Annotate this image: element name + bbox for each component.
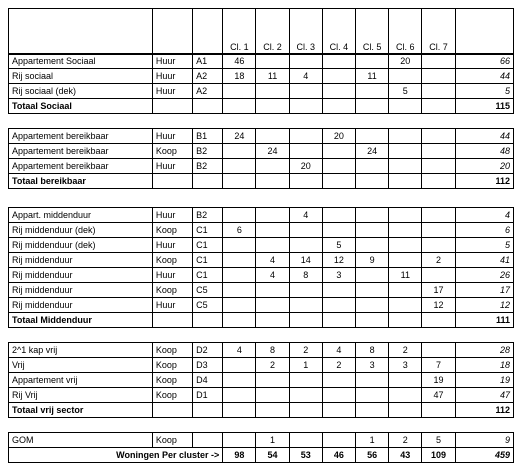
table-row <box>9 159 514 174</box>
grand-total-row <box>9 448 514 463</box>
cluster-total: 109 <box>422 448 455 463</box>
cluster-cell <box>422 144 455 159</box>
empty-cell <box>193 174 223 189</box>
cluster-cell: 24 <box>356 144 389 159</box>
code-cell: C1 <box>193 238 223 253</box>
table-row <box>9 343 514 358</box>
cluster-header: Cl. 3 <box>289 9 322 55</box>
section-total-row <box>9 313 514 328</box>
summary-table <box>8 432 514 463</box>
cluster-cell <box>289 54 322 69</box>
row-label: 2^1 kap vrij <box>9 343 153 358</box>
cluster-cell: 2 <box>256 358 289 373</box>
tenure-cell: Huur <box>152 208 192 223</box>
cluster-cell <box>389 373 422 388</box>
empty-cell <box>422 99 455 114</box>
cluster-total: 53 <box>289 448 322 463</box>
code-cell: C1 <box>193 223 223 238</box>
section-total-value: 112 <box>455 403 513 418</box>
cluster-cell <box>356 54 389 69</box>
tenure-cell: Koop <box>152 253 192 268</box>
section-total-value: 112 <box>455 174 513 189</box>
cluster-cell <box>356 129 389 144</box>
empty-header-cell <box>152 9 192 55</box>
empty-cell <box>356 403 389 418</box>
cluster-cell <box>223 283 256 298</box>
row-label: Rij middenduur <box>9 283 153 298</box>
row-total: 17 <box>455 283 513 298</box>
section-total-value: 115 <box>455 99 513 114</box>
cluster-header: Cl. 1 <box>223 9 256 55</box>
empty-cell <box>322 313 355 328</box>
cluster-cell <box>389 298 422 313</box>
section-total-label: Totaal bereikbaar <box>9 174 153 189</box>
cluster-cell: 9 <box>356 253 389 268</box>
cluster-cell <box>422 208 455 223</box>
row-total: 5 <box>455 238 513 253</box>
cluster-cell <box>389 388 422 403</box>
cluster-cell: 8 <box>289 268 322 283</box>
row-total: 18 <box>455 358 513 373</box>
cluster-cell <box>356 388 389 403</box>
cluster-cell <box>223 253 256 268</box>
table-row <box>9 283 514 298</box>
row-label: Appartement bereikbaar <box>9 159 153 174</box>
cluster-cell: 4 <box>256 253 289 268</box>
cluster-cell <box>422 268 455 283</box>
cluster-cell: 12 <box>422 298 455 313</box>
tenure-cell: Huur <box>152 129 192 144</box>
cluster-cell: 18 <box>223 69 256 84</box>
empty-cell <box>193 313 223 328</box>
section-total-row <box>9 403 514 418</box>
row-total: 66 <box>455 54 513 69</box>
cluster-cell <box>289 433 322 448</box>
cluster-cell <box>256 238 289 253</box>
row-total: 44 <box>455 69 513 84</box>
code-cell: C5 <box>193 283 223 298</box>
row-label: Rij middenduur <box>9 253 153 268</box>
empty-cell <box>289 174 322 189</box>
cluster-cell <box>422 223 455 238</box>
cluster-cell <box>356 223 389 238</box>
cluster-cell: 20 <box>322 129 355 144</box>
row-label: Rij Vrij <box>9 388 153 403</box>
row-label: Rij sociaal (dek) <box>9 84 153 99</box>
cluster-cell: 4 <box>289 69 322 84</box>
row-label: Rij middenduur <box>9 298 153 313</box>
section-table <box>8 128 514 189</box>
cluster-cell: 17 <box>422 283 455 298</box>
cluster-cell <box>322 84 355 99</box>
cluster-cell: 3 <box>356 358 389 373</box>
tenure-cell: Koop <box>152 358 192 373</box>
tenure-cell: Koop <box>152 144 192 159</box>
cluster-total: 56 <box>356 448 389 463</box>
empty-cell <box>356 313 389 328</box>
empty-cell <box>256 313 289 328</box>
empty-header-cell <box>9 9 153 55</box>
cluster-cell <box>322 159 355 174</box>
cluster-cell: 2 <box>322 358 355 373</box>
row-label: Appartement bereikbaar <box>9 129 153 144</box>
empty-cell <box>223 174 256 189</box>
row-total: 44 <box>455 129 513 144</box>
header-row <box>9 9 514 55</box>
row-total: 48 <box>455 144 513 159</box>
tenure-cell: Huur <box>152 268 192 283</box>
cluster-cell: 1 <box>356 433 389 448</box>
row-label: Rij middenduur (dek) <box>9 238 153 253</box>
tenure-cell: Koop <box>152 433 192 448</box>
table-row <box>9 208 514 223</box>
code-cell: B2 <box>193 208 223 223</box>
cluster-cell <box>356 268 389 283</box>
cluster-cell <box>289 223 322 238</box>
table-row <box>9 129 514 144</box>
cluster-cell: 2 <box>389 343 422 358</box>
row-total: 28 <box>455 343 513 358</box>
cluster-cell <box>389 129 422 144</box>
cluster-header: Cl. 5 <box>356 9 389 55</box>
cluster-cell <box>356 159 389 174</box>
cluster-cell <box>223 208 256 223</box>
row-label: GOM <box>9 433 153 448</box>
tenure-cell: Huur <box>152 298 192 313</box>
cluster-cell: 1 <box>289 358 322 373</box>
cluster-cell: 2 <box>289 343 322 358</box>
cluster-cell <box>322 54 355 69</box>
code-cell: C1 <box>193 253 223 268</box>
table-row <box>9 84 514 99</box>
tenure-cell: Huur <box>152 54 192 69</box>
cluster-cell <box>322 283 355 298</box>
tenure-cell: Koop <box>152 223 192 238</box>
cluster-cell: 8 <box>356 343 389 358</box>
tenure-cell: Koop <box>152 343 192 358</box>
code-cell: A2 <box>193 84 223 99</box>
cluster-cell: 24 <box>256 144 289 159</box>
empty-cell <box>389 174 422 189</box>
row-total: 5 <box>455 84 513 99</box>
empty-cell <box>152 313 192 328</box>
cluster-cell: 4 <box>256 268 289 283</box>
section-table <box>8 53 514 114</box>
cluster-cell <box>356 238 389 253</box>
row-label: Rij middenduur <box>9 268 153 283</box>
row-label: Appartement vrij <box>9 373 153 388</box>
code-cell: B2 <box>193 159 223 174</box>
cluster-cell <box>256 84 289 99</box>
cluster-cell <box>289 298 322 313</box>
cluster-cell <box>322 433 355 448</box>
cluster-cell: 6 <box>223 223 256 238</box>
cluster-cell <box>422 69 455 84</box>
empty-cell <box>389 313 422 328</box>
cluster-cell: 7 <box>422 358 455 373</box>
tenure-cell: Huur <box>152 69 192 84</box>
cluster-header: Cl. 4 <box>322 9 355 55</box>
table-row <box>9 298 514 313</box>
code-cell: D2 <box>193 343 223 358</box>
cluster-cell <box>356 298 389 313</box>
cluster-cell <box>256 159 289 174</box>
empty-cell <box>152 174 192 189</box>
empty-cell <box>389 99 422 114</box>
cluster-cell: 4 <box>289 208 322 223</box>
cluster-cell: 4 <box>322 343 355 358</box>
cluster-cell: 20 <box>289 159 322 174</box>
tenure-cell: Huur <box>152 84 192 99</box>
empty-cell <box>322 174 355 189</box>
cluster-cell <box>422 343 455 358</box>
cluster-cell <box>356 373 389 388</box>
cluster-cell <box>389 159 422 174</box>
cluster-total: 43 <box>389 448 422 463</box>
cluster-cell <box>256 283 289 298</box>
cluster-cell <box>256 298 289 313</box>
row-label: Appartement Sociaal <box>9 54 153 69</box>
row-total: 41 <box>455 253 513 268</box>
row-total: 6 <box>455 223 513 238</box>
empty-cell <box>193 403 223 418</box>
code-cell: B1 <box>193 129 223 144</box>
table-row <box>9 238 514 253</box>
section-total-label: Totaal vrij sector <box>9 403 153 418</box>
code-cell <box>193 433 223 448</box>
cluster-cell <box>356 283 389 298</box>
cluster-cell <box>223 373 256 388</box>
row-total: 20 <box>455 159 513 174</box>
table-row <box>9 223 514 238</box>
cluster-cell <box>223 144 256 159</box>
empty-cell <box>193 99 223 114</box>
empty-cell <box>256 99 289 114</box>
cluster-cell <box>422 54 455 69</box>
cluster-cell: 8 <box>256 343 289 358</box>
cluster-header: Cl. 6 <box>389 9 422 55</box>
cluster-cell <box>223 388 256 403</box>
tenure-cell: Huur <box>152 238 192 253</box>
cluster-cell <box>289 373 322 388</box>
cluster-cell <box>223 268 256 283</box>
code-cell: D1 <box>193 388 223 403</box>
cluster-cell <box>322 373 355 388</box>
cluster-cell <box>389 223 422 238</box>
cluster-cell: 20 <box>389 54 422 69</box>
row-total: 19 <box>455 373 513 388</box>
row-total: 12 <box>455 298 513 313</box>
cluster-cell <box>389 283 422 298</box>
row-total: 26 <box>455 268 513 283</box>
cluster-cell: 2 <box>422 253 455 268</box>
cluster-cell <box>256 54 289 69</box>
empty-cell <box>389 403 422 418</box>
cluster-cell <box>289 238 322 253</box>
empty-cell <box>289 99 322 114</box>
row-label: Appartement bereikbaar <box>9 144 153 159</box>
table-row <box>9 373 514 388</box>
code-cell: C5 <box>193 298 223 313</box>
empty-cell <box>322 403 355 418</box>
cluster-cell <box>422 159 455 174</box>
cluster-cell: 14 <box>289 253 322 268</box>
table-row <box>9 433 514 448</box>
cluster-cell <box>289 283 322 298</box>
empty-cell <box>289 403 322 418</box>
cluster-cell: 3 <box>389 358 422 373</box>
empty-cell <box>322 99 355 114</box>
cluster-cell: 5 <box>422 433 455 448</box>
cluster-cell <box>289 388 322 403</box>
cluster-cell <box>256 373 289 388</box>
code-cell: B2 <box>193 144 223 159</box>
section-total-label: Totaal Middenduur <box>9 313 153 328</box>
empty-header-cell <box>455 9 513 55</box>
cluster-cell <box>322 144 355 159</box>
cluster-cell <box>322 388 355 403</box>
code-cell: A1 <box>193 54 223 69</box>
empty-cell <box>152 403 192 418</box>
cluster-cell <box>389 253 422 268</box>
empty-cell <box>152 99 192 114</box>
cluster-cell <box>289 84 322 99</box>
table-row <box>9 253 514 268</box>
cluster-cell: 4 <box>223 343 256 358</box>
empty-cell <box>223 313 256 328</box>
section-total-row <box>9 174 514 189</box>
cluster-cell: 11 <box>256 69 289 84</box>
section-total-value: 111 <box>455 313 513 328</box>
cluster-cell <box>256 388 289 403</box>
row-total: 4 <box>455 208 513 223</box>
empty-cell <box>422 174 455 189</box>
row-total: 9 <box>455 433 513 448</box>
grand-total-value: 459 <box>455 448 513 463</box>
cluster-cell <box>322 223 355 238</box>
section-total-row <box>9 99 514 114</box>
empty-cell <box>256 174 289 189</box>
row-total: 47 <box>455 388 513 403</box>
cluster-total: 46 <box>322 448 355 463</box>
cluster-cell <box>223 84 256 99</box>
empty-cell <box>256 403 289 418</box>
cluster-cell <box>389 69 422 84</box>
cluster-cell: 12 <box>322 253 355 268</box>
section-table <box>8 342 514 418</box>
code-cell: A2 <box>193 69 223 84</box>
empty-header-cell <box>193 9 223 55</box>
cluster-cell: 3 <box>322 268 355 283</box>
cluster-cell: 46 <box>223 54 256 69</box>
cluster-cell <box>223 238 256 253</box>
code-cell: D4 <box>193 373 223 388</box>
empty-cell <box>223 99 256 114</box>
cluster-cell <box>223 433 256 448</box>
cluster-cell: 5 <box>389 84 422 99</box>
cluster-cell <box>356 208 389 223</box>
cluster-cell: 11 <box>356 69 389 84</box>
tenure-cell: Koop <box>152 283 192 298</box>
cluster-cell <box>223 358 256 373</box>
cluster-cell <box>289 129 322 144</box>
code-cell: C1 <box>193 268 223 283</box>
cluster-cell <box>322 298 355 313</box>
table-row <box>9 69 514 84</box>
empty-cell <box>422 403 455 418</box>
cluster-header: Cl. 2 <box>256 9 289 55</box>
cluster-cell: 24 <box>223 129 256 144</box>
cluster-cell: 47 <box>422 388 455 403</box>
table-row <box>9 388 514 403</box>
row-label: Rij sociaal <box>9 69 153 84</box>
cluster-cell <box>422 238 455 253</box>
table-row <box>9 358 514 373</box>
cluster-cell <box>389 144 422 159</box>
empty-cell <box>356 174 389 189</box>
cluster-cell <box>322 69 355 84</box>
row-label: Appart. middenduur <box>9 208 153 223</box>
code-cell: D3 <box>193 358 223 373</box>
cluster-cell <box>256 208 289 223</box>
cluster-total: 54 <box>256 448 289 463</box>
cluster-total: 98 <box>223 448 256 463</box>
empty-cell <box>223 403 256 418</box>
section-total-label: Totaal Sociaal <box>9 99 153 114</box>
cluster-cell: 19 <box>422 373 455 388</box>
tenure-cell: Koop <box>152 373 192 388</box>
table-row <box>9 54 514 69</box>
cluster-cell <box>389 238 422 253</box>
empty-cell <box>356 99 389 114</box>
row-label: Vrij <box>9 358 153 373</box>
cluster-cell <box>322 208 355 223</box>
cluster-cell <box>256 129 289 144</box>
cluster-cell: 1 <box>256 433 289 448</box>
cluster-cell <box>422 84 455 99</box>
cluster-cell: 5 <box>322 238 355 253</box>
cluster-cell <box>223 159 256 174</box>
cluster-cell <box>256 223 289 238</box>
cluster-cell: 2 <box>389 433 422 448</box>
tenure-cell: Koop <box>152 388 192 403</box>
cluster-cell <box>223 298 256 313</box>
cluster-header: Cl. 7 <box>422 9 455 55</box>
row-label: Rij middenduur (dek) <box>9 223 153 238</box>
cluster-cell <box>422 129 455 144</box>
cluster-cell <box>389 208 422 223</box>
grand-total-label: Woningen Per cluster -> <box>9 448 223 463</box>
cluster-cell <box>289 144 322 159</box>
empty-cell <box>422 313 455 328</box>
cluster-cell <box>356 84 389 99</box>
table-row <box>9 144 514 159</box>
table-row <box>9 268 514 283</box>
empty-cell <box>289 313 322 328</box>
tenure-cell: Huur <box>152 159 192 174</box>
section-table <box>8 207 514 328</box>
cluster-cell: 11 <box>389 268 422 283</box>
